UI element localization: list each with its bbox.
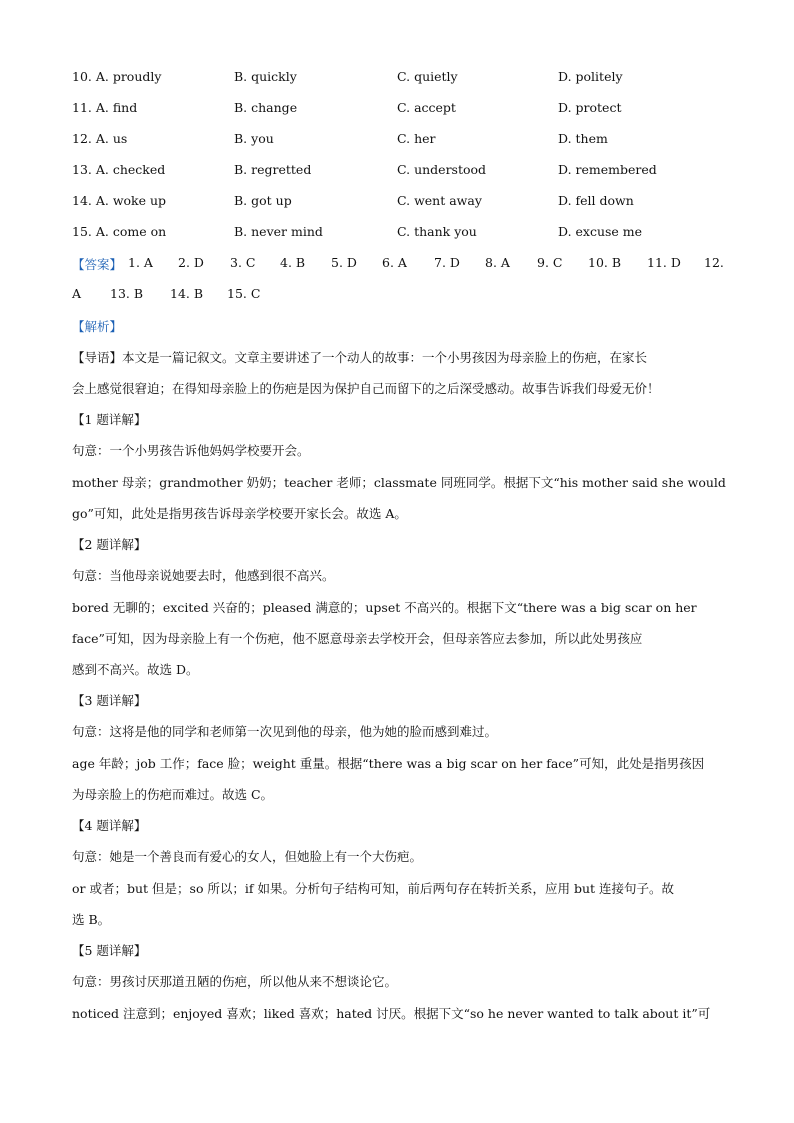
option-d: D. politely (558, 69, 623, 84)
paragraph-line: 选 B。 (72, 912, 111, 927)
option-c: C. understood (397, 162, 487, 177)
paragraph-line: noticed 注意到；enjoyed 喜欢；liked 喜欢；hated 讨厌。根据下文“so he never wanted to talk about it”可 (72, 1006, 711, 1021)
option-c: C. quietly (397, 69, 458, 84)
answer-row (72, 255, 732, 275)
option-b: B. change (234, 100, 298, 115)
section-heading: 【2 题详解】 (72, 537, 147, 552)
option-b: B. you (234, 131, 274, 146)
answer-item: 14. B (170, 286, 204, 301)
answer-item: 5. D (331, 255, 357, 270)
option-d: D. protect (558, 100, 622, 115)
answer-item: 12. (704, 255, 724, 270)
answer-item: 8. A (485, 255, 510, 270)
paragraph-line: 会上感觉很窘迫；在得知母亲脸上的伤疤是因为保护自己而留下的之后深受感动。故事告诉我们母爱无价！ (72, 381, 660, 396)
answer-item: 7. D (434, 255, 460, 270)
paragraph-line: 句意：当他母亲说她要去时，他感到很不高兴。 (72, 568, 335, 583)
answer-item: 6. A (382, 255, 407, 270)
section-heading: 【5 题详解】 (72, 943, 147, 958)
paragraph-line: 句意：她是一个善良而有爱心的女人，但她脸上有一个大伤疤。 (72, 849, 423, 864)
paragraph-line: face”可知，因为母亲脸上有一个伤疤，他不愿意母亲去学校开会，但母亲答应去参加，所以此处男孩应 (72, 631, 643, 646)
option-b: B. never mind (234, 224, 323, 239)
option-a: 12. A. us (72, 131, 128, 146)
option-a: 11. A. find (72, 100, 138, 115)
section-heading: 【4 题详解】 (72, 818, 147, 833)
paragraph-line: age 年龄；job 工作；face 脸；weight 重量。根据“there was a big scar on her face”可知，此处是指男孩因 (72, 756, 705, 771)
option-a: 10. A. proudly (72, 69, 162, 84)
paragraph-line: 句意：男孩讨厌那道丑陋的伤疤，所以他从来不想谈论它。 (72, 974, 398, 989)
option-d: D. remembered (558, 162, 657, 177)
option-a: 14. A. woke up (72, 193, 167, 208)
answer-item: 10. B (588, 255, 622, 270)
answer-item: 15. C (227, 286, 261, 301)
option-row-15 (0, 224, 794, 244)
option-c: C. thank you (397, 224, 477, 239)
paragraph-line: 【导语】本文是一篇记叙文。文章主要讲述了一个动人的故事：一个小男孩因为母亲脸上的伤疤，在家长 (72, 350, 648, 365)
paragraph-line: or 或者；but 但是；so 所以；if 如果。分析句子结构可知，前后两句存在转折关系，应用 but 连接句子。故 (72, 881, 675, 896)
option-a: 13. A. checked (72, 162, 166, 177)
paragraph-line: 句意：这将是他的同学和老师第一次见到他的母亲，他为她的脸而感到难过。 (72, 724, 498, 739)
analysis-label: 【解析】 (72, 319, 123, 334)
answer-item: 4. B (280, 255, 306, 270)
answer-row-2 (72, 286, 732, 306)
answer-item: A (72, 286, 82, 301)
option-d: D. excuse me (558, 224, 643, 239)
answer-item: 11. D (647, 255, 681, 270)
option-d: D. them (558, 131, 608, 146)
option-row-13 (0, 162, 794, 182)
paragraph-line: 句意：一个小男孩告诉他妈妈学校要开会。 (72, 443, 310, 458)
answer-item: 13. B (110, 286, 144, 301)
section-heading: 【3 题详解】 (72, 693, 147, 708)
answer-item: 2. D (178, 255, 204, 270)
answer-label: 【答案】 (72, 257, 123, 272)
option-row-11 (0, 100, 794, 120)
paragraph-line: bored 无聊的；excited 兴奋的；pleased 满意的；upset 不高兴的。根据下文“there was a big scar on her (72, 600, 697, 615)
paragraph-line: 感到不高兴。故选 D。 (72, 662, 199, 677)
option-row-10 (0, 69, 794, 89)
option-a: 15. A. come on (72, 224, 167, 239)
paragraph-line: mother 母亲；grandmother 奶奶；teacher 老师；classmate 同班同学。根据下文“his mother said she would (72, 475, 726, 490)
option-c: C. went away (397, 193, 482, 208)
option-c: C. her (397, 131, 436, 146)
option-b: B. quickly (234, 69, 297, 84)
paragraph-line: go”可知，此处是指男孩告诉母亲学校要开家长会。故选 A。 (72, 506, 407, 521)
option-b: B. got up (234, 193, 292, 208)
option-d: D. fell down (558, 193, 634, 208)
answer-item: 3. C (230, 255, 256, 270)
paragraph-line: 为母亲脸上的伤疤而难过。故选 C。 (72, 787, 274, 802)
option-b: B. regretted (234, 162, 312, 177)
option-c: C. accept (397, 100, 456, 115)
answer-item: 9. C (537, 255, 563, 270)
answer-item: 1. A (128, 255, 153, 270)
section-heading: 【1 题详解】 (72, 412, 147, 427)
option-row-12 (0, 131, 794, 151)
option-row-14 (0, 193, 794, 213)
